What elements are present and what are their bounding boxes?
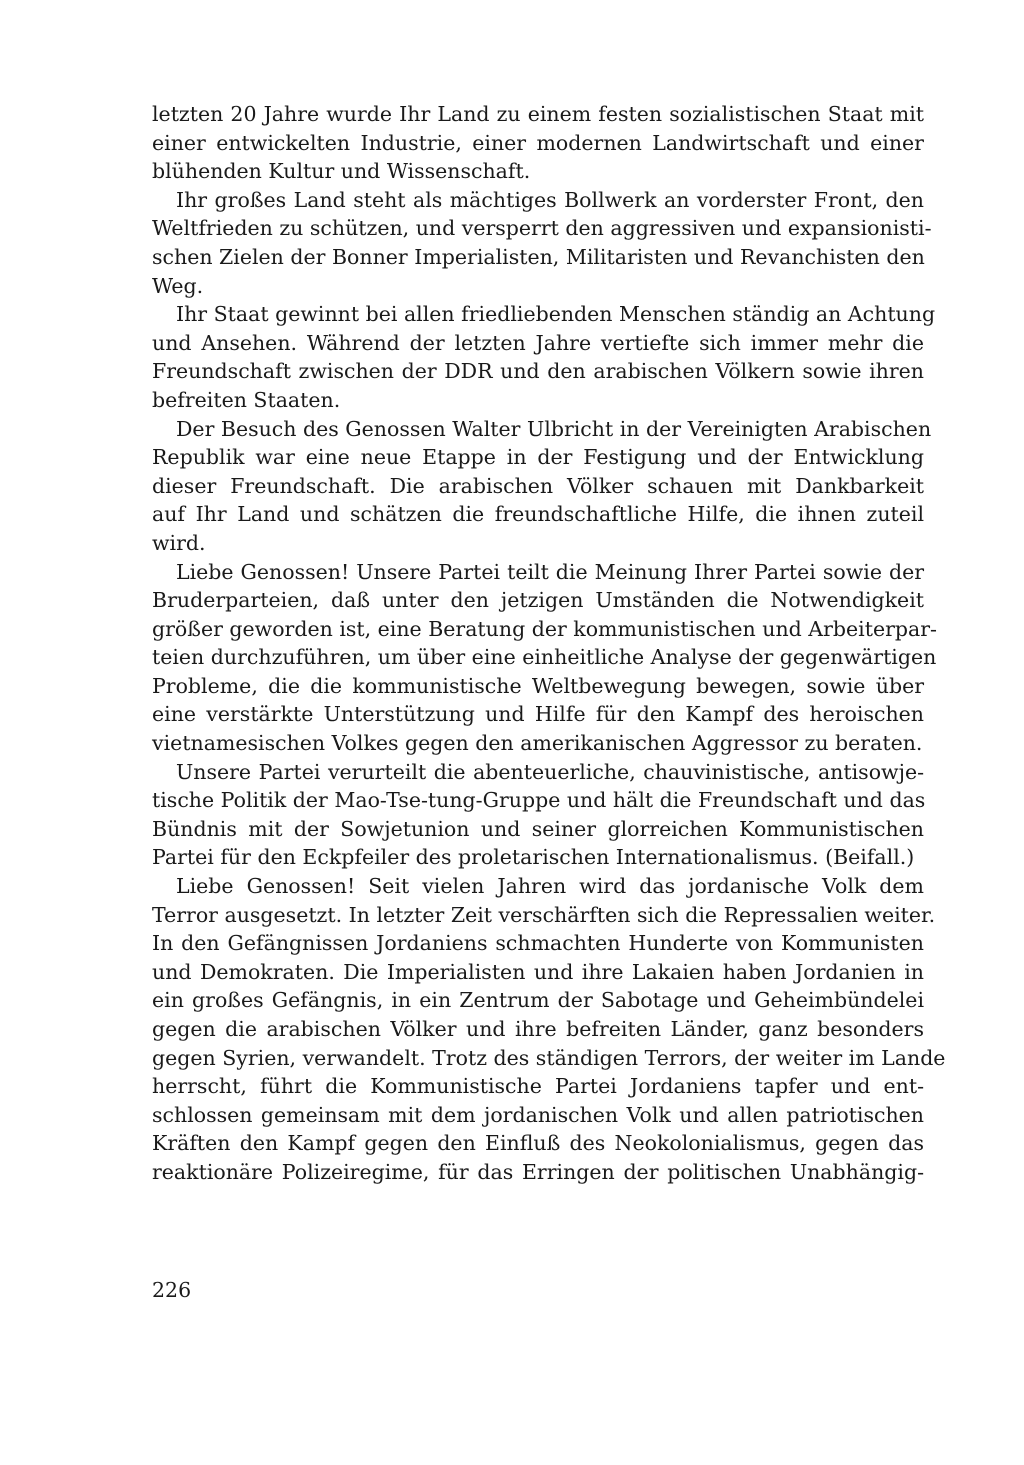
text-line: Liebe Genossen! Seit vielen Jahren wird das jordanische Volk dem <box>176 874 924 899</box>
text-line: Weg. <box>152 273 204 298</box>
text-line: Bündnis mit der Sowjetunion und seiner glorreichen Kommunistischen <box>152 816 924 841</box>
text-line: Ihr großes Land steht als mächtiges Bollwerk an vorderster Front, den <box>176 187 924 212</box>
text-line: In den Gefängnissen Jordaniens schmachten Hunderte von Kommunisten <box>152 931 924 956</box>
paragraph <box>152 558 937 758</box>
text-line: schlossen gemeinsam mit dem jordanischen Volk und allen patriotischen <box>152 1102 924 1127</box>
paragraph <box>152 100 924 186</box>
text-line: Ihr Staat gewinnt bei allen friedliebenden Menschen ständig an Achtung <box>176 302 936 327</box>
page-number: 226 <box>152 1278 192 1302</box>
text-line: teien durchzuführen, um über eine einheitliche Analyse der gegenwärtigen <box>152 645 937 670</box>
text-line: größer geworden ist, eine Beratung der kommunistischen und Arbeiterpar- <box>152 616 937 641</box>
text-line: herrscht, führt die Kommunistische Partei Jordaniens tapfer und ent- <box>152 1074 924 1099</box>
text-line: tische Politik der Mao-Tse-tung-Gruppe und hält die Freundschaft und das <box>152 788 926 813</box>
text-line: Weltfrieden zu schützen, und versperrt den aggressiven und expansionisti- <box>152 216 932 241</box>
text-line: eine verstärkte Unterstützung und Hilfe für den Kampf des heroischen <box>152 702 924 727</box>
text-line: Republik war eine neue Etappe in der Festigung und der Entwicklung <box>152 445 924 470</box>
text-line: letzten 20 Jahre wurde Ihr Land zu einem festen sozialistischen Staat mit <box>152 102 924 126</box>
text-line: und Demokraten. Die Imperialisten und ihre Lakaien haben Jordanien in <box>152 959 924 984</box>
text-line: befreiten Staaten. <box>152 387 341 412</box>
text-line: schen Zielen der Bonner Imperialisten, Militaristen und Revanchisten den <box>152 244 925 269</box>
text-line: vietnamesischen Volkes gegen den amerikanischen Aggressor zu beraten. <box>152 731 923 756</box>
text-line: Freundschaft zwischen der DDR und den arabischen Völkern sowie ihren <box>152 359 924 384</box>
text-line: Unsere Partei verurteilt die abenteuerliche, chauvinistische, antisowje- <box>176 759 924 784</box>
text-line: Liebe Genossen! Unsere Partei teilt die Meinung Ihrer Partei sowie der <box>176 559 924 584</box>
paragraph <box>152 872 946 1187</box>
text-line: und Ansehen. Während der letzten Jahre vertiefte sich immer mehr die <box>152 330 924 355</box>
text-line: gegen Syrien, verwandelt. Trotz des ständigen Terrors, der weiter im Lande <box>152 1045 946 1070</box>
body-text <box>152 100 946 1187</box>
text-line: gegen die arabischen Völker und ihre befreiten Länder, ganz besonders <box>152 1017 924 1041</box>
text-line: Kräften den Kampf gegen den Einfluß des Neokolonialismus, gegen das <box>152 1131 924 1156</box>
text-line: Der Besuch des Genossen Walter Ulbricht in der Vereinigten Arabischen <box>176 416 932 441</box>
text-line: einer entwickelten Industrie, einer modernen Landwirtschaft und einer <box>152 130 924 155</box>
text-line: Probleme, die die kommunistische Weltbewegung bewegen, sowie über <box>152 673 924 698</box>
text-line: Bruderparteien, daß unter den jetzigen Umständen die Notwendigkeit <box>152 588 924 613</box>
text-line: ein großes Gefängnis, in ein Zentrum der Sabotage und Geheimbündelei <box>152 988 924 1013</box>
text-line: auf Ihr Land und schätzen die freundschaftliche Hilfe, die ihnen zuteil <box>152 502 924 527</box>
text-line: dieser Freundschaft. Die arabischen Völker schauen mit Dankbarkeit <box>152 473 924 498</box>
paragraph <box>152 300 936 414</box>
text-line: Partei für den Eckpfeiler des proletarischen Internationalismus. (Beifall.) <box>152 845 915 870</box>
text-line: wird. <box>152 530 206 555</box>
text-line: blühenden Kultur und Wissenschaft. <box>152 159 531 184</box>
paragraph <box>152 186 932 300</box>
text-line: reaktionäre Polizeiregime, für das Erringen der politischen Unabhängig- <box>152 1159 924 1184</box>
text-line: Terror ausgesetzt. In letzter Zeit verschärften sich die Repressalien weiter. <box>152 902 936 927</box>
paragraph <box>152 415 932 558</box>
paragraph <box>152 758 924 872</box>
